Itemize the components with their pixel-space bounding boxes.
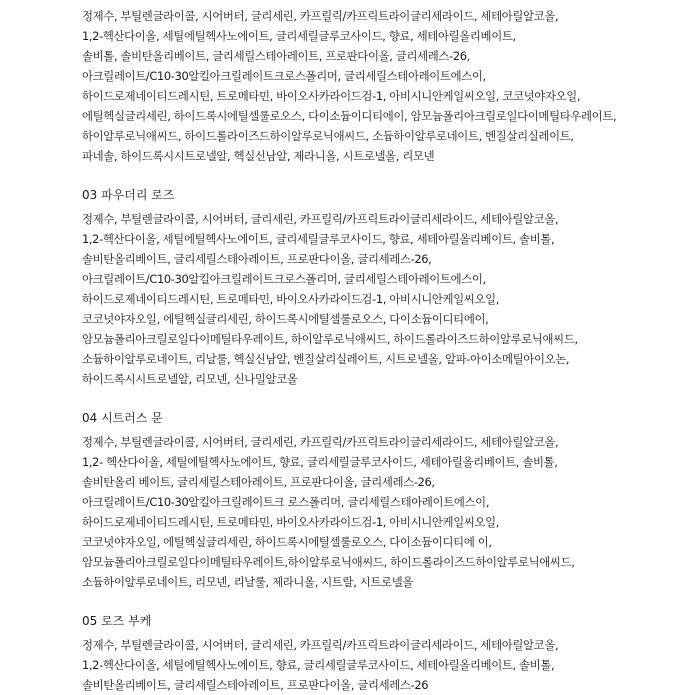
product-section [82, 0, 682, 166]
ingredient-line: 1,2-헥산다이올, 세틸에틸헥사노에이트, 글리세릴글루코사이드, 향료, 세테아릴올리베이트, [82, 29, 516, 43]
ingredient-line: 아크릴레이트/C10-30알킬아크릴레이트크로스폴리머, 글리세릴스테아레이트에스이, [82, 69, 486, 83]
ingredient-line: 하이알루로닉애씨드, 하이드롤라이즈드하이알루로닉애씨드, 소듐하이알루로네이트, 벤질살리실레이트, [82, 129, 574, 143]
ingredient-line: 1,2-헥산다이올, 세틸에틸헥사노에이트, 글리세릴글루코사이드, 향료, 세테아릴올리베이트, 솔비톨, [82, 232, 555, 246]
ingredient-line: 하이드로제네이티드레시틴, 트로메타민, 바이오사카라이드검-1, 아비시니안케일씨오일, [82, 515, 500, 529]
ingredient-line: 하이드로제네이티드레시틴, 트로메타민, 바이오사카라이드검-1, 아비시니안케일씨오일, [82, 292, 500, 306]
section-title: 03 파우더리 로즈 [82, 188, 175, 202]
ingredient-line: 1,2-헥산다이올, 세틸에틸헥사노에이트, 향료, 글리세릴글루코사이드, 세테아릴올리베이트, 솔비톨, [82, 658, 555, 672]
ingredient-line: 아크릴레이트/C10-30알킬아크릴레이트크 로스폴리머, 글리세릴스테아레이트에스이, [82, 495, 490, 509]
ingredient-line: 코코넛야자오일, 에틸헥실글리세린, 하이드록시에틸셀룰로오스, 다이소듐이디티에이, [82, 312, 489, 326]
ingredient-line: 아크릴레이트/C10-30알킬아크릴레이트크로스폴리머, 글리세릴스테아레이트에스이, [82, 272, 486, 286]
ingredient-line: 솔비톨, 솔비탄올리베이트, 글리세릴스테아레이트, 프로판다이올, 글리세레스-26, [82, 49, 470, 63]
product-section [82, 408, 682, 592]
ingredient-line: 소듐하이알루로네이트, 리날룰, 헥실신남알, 벤질살리실레이트, 시트로넬올, 알파-아이소메틸아이오논, [82, 352, 570, 366]
ingredient-line: 1,2- 헥산다이올, 세틸에틸헥사노에이트, 향료, 글리세릴글루코사이드, 세테아릴올리베이트, 솔비톨, [82, 455, 558, 469]
ingredient-line: 하이드로제네이티드레시틴, 트로메타민, 바이오사카라이드검-1, 아비시니안케일씨오일, 코코넛야자오일, [82, 89, 581, 103]
ingredient-line: 정제수, 부틸렌글라이콜, 시어버터, 글리세린, 카프릴릭/카프릭트라이글리세라이드, 세테아릴알코올, [82, 435, 559, 449]
ingredient-line: 파네솔, 하이드록시시트로넬알, 헥실신남알, 제라니올, 시트로넬올, 리모넨 [82, 149, 435, 163]
ingredient-line: 솔비탄올리베이트, 글리세릴스테아레이트, 프로판다이올, 글리세레스-26, [82, 252, 432, 266]
ingredient-line: 에틸헥실글리세린, 하이드록시에틸셀룰로오스, 다이소듐이디티에이, 암모늄폴리아크릴로일다이메틸타우레이트, [82, 109, 617, 123]
ingredient-line: 암모늄폴리아크릴로일다이메틸타우레이트,하이알루로닉애씨드, 하이드롤라이즈드하이알루로닉애씨드, [82, 555, 575, 569]
ingredient-line: 솔비탄올리베이트, 글리세릴스테아레이트, 프로판다이올, 글리세레스-26 [82, 678, 429, 692]
ingredient-line: 정제수, 부틸렌글라이콜, 시어버터, 글리세린, 카프릴릭/카프릭트라이글리세라이드, 세테아릴알코올, [82, 212, 559, 226]
ingredient-line: 코코넛야자오일, 에틸헥실글리세린, 하이드록시에틸셀룰로오스, 다이소듐이디티에 이, [82, 535, 492, 549]
section-title: 05 로즈 부케 [82, 614, 152, 628]
product-section [82, 185, 682, 389]
product-section [82, 611, 682, 695]
section-title [82, 0, 682, 2]
section-title: 04 시트러스 문 [82, 411, 163, 425]
ingredient-line: 솔비탄올리 베이트, 글리세릴스테아레이트, 프로판다이올, 글리세레스-26, [82, 475, 435, 489]
ingredient-line: 하이드록시시트로넬알, 리모넨, 신나밀알코올 [82, 372, 298, 386]
ingredient-line: 암모늄폴리아크릴로일다이메틸타우레이트, 하이알루로닉애씨드, 하이드롤라이즈드하이알루로닉애씨드, [82, 332, 578, 346]
ingredient-line: 정제수, 부틸렌글라이콜, 시어버터, 글리세린, 카프릴릭/카프릭트라이글리세라이드, 세테아릴알코올, [82, 638, 559, 652]
ingredient-line: 소듐하이알루로네이트, 리모넨, 리날룰, 제라니올, 시트랄, 시트로넬올 [82, 575, 414, 589]
ingredient-line: 정제수, 부틸렌글라이콜, 시어버터, 글리세린, 카프릴릭/카프릭트라이글리세라이드, 세테아릴알코올, [82, 9, 559, 23]
